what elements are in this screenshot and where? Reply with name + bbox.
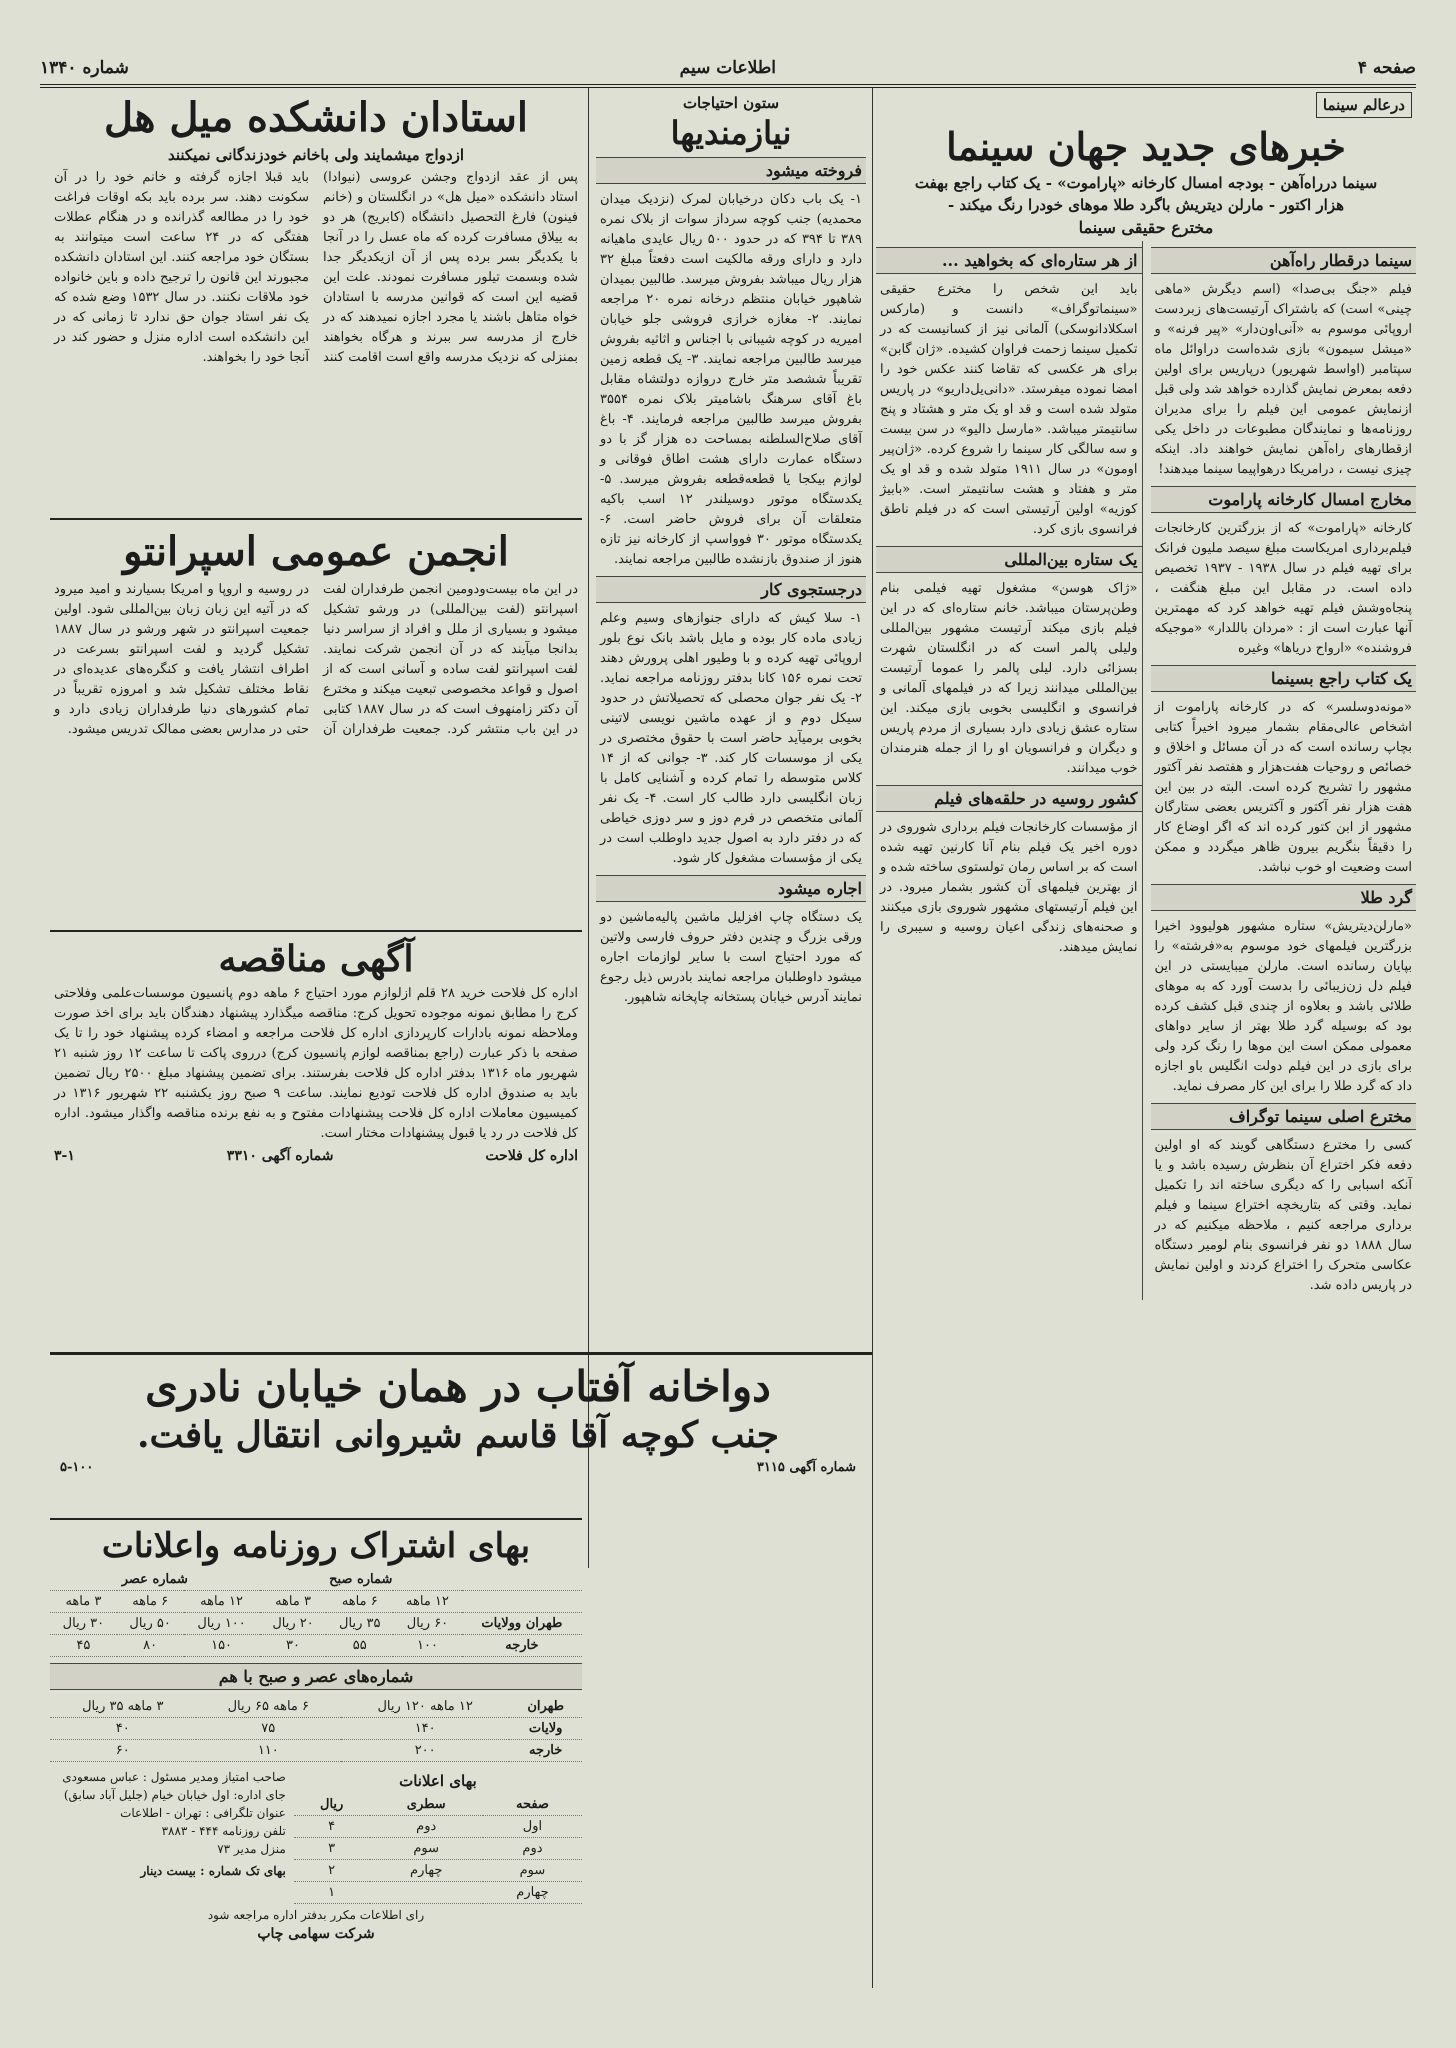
section-title: مخارج امسال کارخانه پاراموت xyxy=(1151,486,1417,513)
pharmacy-ad-number: شماره آگهی ۳۱۱۵ xyxy=(756,1459,856,1475)
table-row: طهران وولایات ۶۰ ریال ۳۵ ریال ۲۰ ریال ۱۰۰ ریال ۵۰ ریال ۳۰ ریال xyxy=(50,1613,582,1635)
evening-label: شماره عصر xyxy=(50,1569,260,1591)
section-title: سینما درقطار راه‌آهن xyxy=(1151,247,1417,274)
cinema-column xyxy=(876,90,1416,2030)
admin-line: تلفن روزنامه ۴۴۴ - ۳۸۸۳ xyxy=(161,1824,286,1839)
column-rule xyxy=(872,88,873,1988)
section-title: اجاره میشود xyxy=(596,875,866,902)
esperanto-article xyxy=(50,524,582,924)
table-row: سوم چهارم ۲ xyxy=(294,1860,582,1882)
issue-label: شماره ۱۳۴۰ xyxy=(40,58,129,78)
table-row: دوم سوم ۳ xyxy=(294,1838,582,1860)
section-title: از هر ستاره‌ای که بخواهید ... xyxy=(876,247,1142,274)
period: ۳ ماهه xyxy=(260,1591,327,1613)
section-body: ۱- یک باب دکان درخیابان لمرک (نزدیک میدان محمدیه) جنب کوچه سرداز سوات از بلاک نمره ۳۸۹ تا ۳۹۴ که در حدود ۵۰۰ ریال عایدی ماهیانه دارد و دارای ورقه مالکیت است دفعتاً مبلغ ۳۲ هزار ریال میباشد بفروش میرسد. طالبین بمیدان شاهپور خیابان منتظم درخانه نمره ۲۰ مراجعه نمایند. ۲- مغازه خرازی فروشی جلو خیابان امیریه در کوچه شیبانی با اجناس و اثاثیه بفروش میرسد طالبین مراجعه نمایند. ۳- یک قطعه زمین تقریباً ششصد متر خارج دروازه دولتشاه مقابل باغ آقای سرهنگ باشامیتر بلاک نمره ۳۵۵۴ بفروش میرسد طالبین مراجعه فرمایند. ۴- باغ آقای صلاح‌السلطنه بمساحت ده هزار گز با دو دستگاه عمارت دارای هشت اطاق فوقانی و لوازم بیکجا یا قطعه‌قطعه بفروش میرسد. ۵- یکدستگاه موتور دوسیلندر ۱۲ اسب باکیه متعلقات آن برای فروش حاضر است. ۶- یکدستگاه موتور ۳۰ فوواسپ از کارخانه نیز تازه هنوز از صندوق بازنشده طالبین مراجعه نمایند. xyxy=(600,192,863,568)
admin-line: صاحب امتیاز ومدیر مسئول : عباس مسعودی xyxy=(62,1770,286,1785)
admin-line: منزل مدیر ۷۳ xyxy=(217,1842,286,1857)
professors-subhead: ازدواج میشمایند ولی باخانم خودزندگانی نمیکنند xyxy=(167,146,465,164)
cinema-subhead-3: مخترع حقیقی سینما xyxy=(1078,217,1214,237)
section-title: یک ستاره بین‌المللی xyxy=(876,546,1142,573)
cinema-headline: خبرهای جدید جهان سینما xyxy=(946,124,1346,169)
tender-ad-number: شماره آگهی ۳۳۱۰ xyxy=(226,1147,334,1164)
section-body: یک دستگاه چاپ افزلیل ماشین پالیه‌ماشین دو ورقی بزرگ و چندین دفتر حروف فارسی ولاتین که مورد احتیاج است با سایر لوازمات اجاره میشود داوطلبان مراجعه نمایند بادرس ذیل رجوع نمایند آدرس خیابان پستخانه چاپخانه شاهپور. xyxy=(600,910,862,1006)
section-body: از مؤسسات کارخانجات فیلم برداری شوروی در دوره اخیر یک فیلم بنام آنا کارنین تهیه شده است که بر اساس رمان تولستوی ساخته شده و از بهترین فیلمهای آن کشور بشمار میرود. در این فیلم آرتیستهای مشهور شوروی بازی میکنند و صحنه‌های زندگی اعیان روسیه و سیبری را نمایش میدهند. xyxy=(880,819,1138,955)
admin-info: صاحب امتیاز ومدیر مسئول : عباس مسعودی جای اداره: اول خیابان خیام (جلیل آباد سابق) عنوان تلگرافی : تهران - اطلاعات تلفن روزنامه ۴۴۴ - ۳۸۸۳ منزل مدیر ۷۳ بهای تک شماره : بیست دینار xyxy=(50,1768,286,1904)
section-title: یک کتاب راجع بسینما xyxy=(1151,665,1417,692)
section-body: «مارلن‌دیتریش» ستاره مشهور هولیوود اخیرا بزرگترین فیلمهای خود موسوم به‌«فرشته» را بپایان رسانده است. مارلن میبایستی در این فیلم دل زن‌زیبائی را بدست آورد که به موهای طلائی باشد و بعلاوه از چندی قبل کشف کرده بود که بوسیله گرد طلا بهتر از سایر دواهای معمولی ممکن است این موها را رنگ کرد ولی برای بازی در این فیلم دولت انگلیس باو اجازه داد که گرد طلا را برای این کار مصرف نماید. xyxy=(1154,918,1412,1094)
tender-notice xyxy=(50,936,582,1346)
rates-table xyxy=(50,1569,582,1657)
professors-article xyxy=(50,90,582,510)
single-price: بیست دینار xyxy=(140,1864,196,1879)
ads-label: بهای اعلانات xyxy=(399,1772,477,1791)
period: ۱۲ ماهه xyxy=(393,1591,462,1613)
table-row: طهران ۱۲ ماهه ۱۲۰ ریال ۶ ماهه ۶۵ ریال ۳ ماهه ۳۵ ریال xyxy=(50,1696,582,1718)
single-label: بهای تک شماره xyxy=(208,1864,286,1879)
period: ۶ ماهه xyxy=(117,1591,184,1613)
morning-label: شماره صبح xyxy=(260,1569,462,1591)
professors-headline: استادان دانشکده میل هل xyxy=(104,94,528,141)
needs-headline: نیازمندیها xyxy=(670,114,792,152)
professors-body: پس از عقد ازدواج وجشن عروسی (نیوادا) استاد دانشکده «میل هل» در انگلستان و (خانم فینون) فارغ التحصیل دانشگاه (کابریج) هر دو به ییلاق مسافرت کرده که ماه عسل را در آنجا با یکدیگر بسر برده پس از آن ازیکدیگر جدا شده وبسمت تیلور مسافرت نمودند. علت این قضیه این است که قوانین مدرسه با استادان خواه متاهل باشند یا مجرد اجازه نمیدهند که در خارج از مدرسه سر ببرند و هرگاه بخواهند بمنزلی که نزدیک مدرسه واقع است اقامت کنند باید قبلا اجازه گرفته و خانم خود را در آن سکونت دهند. سر برده باید بکه اوقات فراغت خود را در مطالعه گذرانده و در هنگام عطلات هفتگی که در ۲۴ ساعت است میتوانند به بستگان خود مراجعه کنند. این استادان دانشکده مجبورند این قانون را ترجیح داده و باین خانواده خود ملاقات نکنند. در سال ۱۵۳۲ وضع شده که یک نفر استاد جوان حق ندارد تا زمانی که در این دانشکده است اداره منزل و حضور کند در آنجا خود را بخواهند. xyxy=(54,170,578,365)
printer: شرکت سهامی چاپ xyxy=(257,1926,375,1943)
section-title: گرد طلا xyxy=(1151,884,1417,911)
article-rule xyxy=(50,518,582,520)
subscription-headline: بهای اشتراک روزنامه واعلانات xyxy=(101,1526,531,1566)
tender-body: اداره کل فلاحت خرید ۲۸ قلم ازلوازم مورد احتیاج ۶ ماهه دوم پانسیون موسسات‌علمی وفلاحتی کرج را مطابق نمونه موجوده تحویل کرج: مناقصه میگذارد پیشنهاد دهندگان باید برای اخذ صورت وملاحظه نمونه بادارات کارپردازی اداره کل فلاحت مراجعه و امضاء کرده پیشنهاد خود را تا یک صفحه با ذکر عبارت (راجع بمناقصه لوازم پانسیون کرج) درروی پاکت تا ساعت ۱۲ روز شنبه ۲۱ شهریور ماه ۱۳۱۶ بدفتر اداره کل فلاحت بفرستند. برای تضمین پیشنهاد مبلغ ۲۵۰۰ ریال تضمین باید به صندوق اداره کل فلاحت تودیع نمایند. ساعت ۹ صبح روز یکشنبه ۲۲ شهریور ۱۳۱۶ در کمیسیون معاملات اداره کل فلاحت پیشنهادات مفتوح و به نفع برنده مناقصه واگذار میشود. اداره کل فلاحت در رد یا قبول پیشنهادات مختار است. xyxy=(54,985,579,1141)
pharmacy-ref: ۵-۱۰۰ xyxy=(60,1459,94,1475)
section-title: کشور روسیه در حلقه‌های فیلم xyxy=(876,785,1142,812)
cinema-subhead-2: هزار اکتور - مارلن دیتریش باگرد طلا موهای خودرا رنگ میکند - xyxy=(947,195,1345,214)
section-body: «ژاک هوسن» مشغول تهیه فیلمی بنام وطن‌پرستان میباشد. خانم ستاره‌ای که در این فیلم بازی میکند آرتیست مشهور بین‌المللی ولیلی پالمر است که در انگلستان شهرت بسزائی دارد. لیلی پالمر را عموما آرتیست بین‌المللی میدانند زیرا که در فیلمهای آلمانی و فرانسوی و انگلیسی بخوبی بازی میکند. این ستاره عشق زیادی دارد بسیاری از مردم پاریس و دیگران و فرانسویان او را از جمله هنرمندان خوب میدانند. xyxy=(880,580,1138,776)
masthead xyxy=(40,58,1416,88)
period: ۳ ماهه xyxy=(50,1591,117,1613)
section-title: فروخته میشود xyxy=(596,157,866,184)
table-row: ولایات ۱۴۰ ۷۵ ۴۰ xyxy=(50,1718,582,1740)
section-body: کسی را مخترع دستگاهی گویند که او اولین دفعه فکر اختراع آن بنظرش رسیده باشد و یا آنکه اسبابی را که دیگری ساخته اند را تکمیل نماید. وقتی که بتاریخچه اختراع سینما و فیلم برداری مراجعه کنیم ، ملاحظه میکنیم که در سال ۱۸۸۸ دو نفر فرانسوی بنام لومیر دستگاه عکاسی متحرک را اختراع کردند و اولین نمایش در پاریس داده شد. xyxy=(1154,1137,1412,1293)
cinema-kicker: درعالم سینما xyxy=(1316,92,1412,118)
period: ۱۲ ماهه xyxy=(184,1591,260,1613)
pharmacy-line2: جنب کوچه آقا قاسم شیروانی انتقال یافت. xyxy=(136,1414,780,1457)
tender-headline: آگهی مناقصه xyxy=(218,938,414,980)
section-body: باید این شخص را مخترع حقیقی «سینماتوگراف» دانست و (مارکس اسکلادانوسکی) آلمانی نیز از کسانیست که در تکمیل سینما زحمت فراوان کشیده. «ژان گابن» برای هر عکسی که تقاضا کنند عکس خود را امضا نموده میفرستد. «دانی‌یل‌داریو» در پاریس متولد شده است و قد او یک متر و هشتاد و پنج سانتیمتر میباشد. «مارسل دالیو» در سن بیست و سه سالگی کار سینما را شروع کرده. «ژان‌پیر اومون» در سال ۱۹۱۱ متولد شده و قد او یک متر و هفتاد و هشت سانتیمتر است. «بابیژ کوزیه» اولین آرتیستی است که در فیلم ناطق فرانسوی بازی کرد. xyxy=(880,281,1138,537)
cinema-subcolumn-left xyxy=(876,241,1143,1300)
article-rule xyxy=(50,930,582,932)
pharmacy-line1: دواخانه آفتاب در همان خیابان نادری xyxy=(145,1362,771,1411)
combined-rates-table xyxy=(50,1696,582,1762)
table-row: خارجه ۲۰۰ ۱۱۰ ۶۰ xyxy=(50,1740,582,1762)
article-rule xyxy=(50,1352,872,1355)
table-row: چهارم ۱ xyxy=(294,1882,582,1904)
tender-ref: ۳-۱ xyxy=(54,1147,75,1164)
admin-line: عنوان تلگرافی : تهران - اطلاعات xyxy=(120,1806,286,1821)
section-title: مخترع اصلی سینما توگراف xyxy=(1151,1103,1417,1130)
pharmacy-ad xyxy=(50,1358,866,1513)
section-title: درجستجوی کار xyxy=(596,576,866,603)
table-row: خارجه ۱۰۰ ۵۵ ۳۰ ۱۵۰ ۸۰ ۴۵ xyxy=(50,1635,582,1657)
section-body: «مونه‌دوسلسر» که در کارخانه پاراموت از اشخاص عالی‌مقام بشمار میرود اخیراً کتابی بچاپ رسانده است که در آن مسائل و اخلاق و خصائص و روحیات هفت‌هزار و هفتصد نفر آکتور مشهور را تشریح کرده است. البته در بین این هفت هزار نفر آکتور و آکتریس بعضی ستارگان مشهور از ابن کتور کرده اند که اگر اوضاع کار را دقیقاً بنگریم بیرون ظاهر میگردد و ممکن است وضعیت او خوب نباشد. xyxy=(1154,699,1412,875)
both-label: شماره‌های عصر و صبح با هم xyxy=(50,1663,582,1690)
section-body: ۱- سلا کیش که دارای جنوازهای وسیم وعلم زیادی ماده کار بوده و مایل باشد بانک نوع بلور اروپائی تهیه کرده و با وطیور اهلی پرورش دهند تحت نمره ۱۵۶ کانا بدفتر روزنامه مراجعه نماید. ۲- یک نفر جوان محصلی که تحصیلاتش در حدود سیکل دوم و از عهده ماشین نویسی لاتینی بخوبی برمیآید حاضر است با حقوق مختصری در یکی از موسسات کار کند. ۳- جوانی که از ۱۴ کلاس متوسطه را تمام کرده و آشنایی کامل با زبان انگلیسی دارد طالب کار است. ۴- یک نفر آلمانی متخصص در فرم دوز و سر دوزی خیاطی که در دفتر دارد به اصول جدید داوطلب است در یکی از مؤسسات مشغول کار شود. xyxy=(600,611,862,867)
admin-line: جای اداره: اول خیابان خیام (جلیل آباد سابق) xyxy=(63,1788,286,1803)
needs-kicker: ستون احتیاجات xyxy=(682,94,780,112)
tender-signature: اداره کل فلاحت xyxy=(485,1147,578,1164)
cinema-subhead-1: سینما درراه‌آهن - بودجه امسال کارخانه «پاراموت» - یک کتاب راجع بهفت xyxy=(914,173,1378,192)
section-body: فیلم «جنگ بی‌صدا» (اسم دیگرش «ماهی چینی» است) که باشتراک آرتیست‌های زبردست اروپائی موسوم به «آنی‌اون‌دار» «پیر فرنه» و «میشل سیمون» بازی شده‌است دراوائل ماه سپتامبر (اواسط شهریور) درپاریس برای اولین دفعه بمعرض نمایش گذارده خواهد شد ولی قبل ازنمایش عمومی این فیلم را برای مدیران روزنامه‌ها و نمایندگان مطبوعات در داخل یکی ازقطارهای راه‌آهن نمایش خواهند داد. اینکه چیزی نیست ، درامریکا درهواپیما سینما میدهند! xyxy=(1154,281,1412,477)
cinema-subcolumn-right xyxy=(1151,241,1417,1300)
esperanto-headline: انجمن عمومی اسپرانتو xyxy=(123,528,509,575)
note: رای اطلاعات مکرر بدفتر اداره مراجعه شود xyxy=(207,1908,425,1923)
page-label: صفحه ۴ xyxy=(1357,58,1416,78)
article-rule xyxy=(50,1518,582,1520)
subscription-box xyxy=(50,1524,582,2004)
table-row: اول دوم ۴ xyxy=(294,1816,582,1838)
section-body: کارخانه «پاراموت» که از بزرگترین کارخانجات فیلم‌برداری امریکاست مبلغ سیصد ملیون فرانک برای تهیه فیلم در سال ۱۹۳۸ - ۱۹۳۷ تخصیص داده است. در مقابل این مبلغ هنگفت ، پنجاه‌وشش فیلم تهیه خواهد کرد که مهمترین آنها عبارت است از : «مردان باللدار» «موجیکه فروشنده» «ارواح دریاها» وغیره xyxy=(1154,520,1412,656)
ads-prices: بهای اعلانات صفحه سطری ریال اول دوم ۴ دوم سوم ۳ سوم چهارم ۲ چهارم ۱ xyxy=(294,1768,582,1904)
esperanto-body: در این ماه بیست‌و‌دومین انجمن طرفداران لفت اسپرانتو (لفت بین‌المللی) در ورشو تشکیل میشود و بسیاری از ملل و افراد از سراسر دنیا بدانجا میآیند که در آن انجمن شرکت نمایند. لفت اسپرانتو لفت ساده و آسانی است که از اصول و قواعد مخصوصی تبعیت میکند و مخترع آن دکتر زامنهوف است که در سال ۱۸۸۷ کتابی در این باب منتشر کرد. جمعیت طرفداران آن در روسیه و اروپا و امریکا بسیارند و امید میرود که در آتیه این زبان زبان بین‌المللی شود. اولین جمعیت اسپرانتو در شهر ورشو در سال ۱۸۸۷ تشکیل گردید و لفت اسپرانتو بسرعت در اطراف انتشار یافت و کنگره‌های عدیده‌ای در نقاط مختلف تشکیل شد و امروزه تقریباً در تمام کشورهای دنیا طرفداران زیادی دارد و حتی در مدارس بعضی ممالک تدریس میشود. xyxy=(54,582,578,737)
column-rule xyxy=(588,88,589,1568)
paper-name: اطلاعات سیم xyxy=(679,58,776,78)
needs-column xyxy=(596,90,866,1990)
period: ۶ ماهه xyxy=(326,1591,393,1613)
